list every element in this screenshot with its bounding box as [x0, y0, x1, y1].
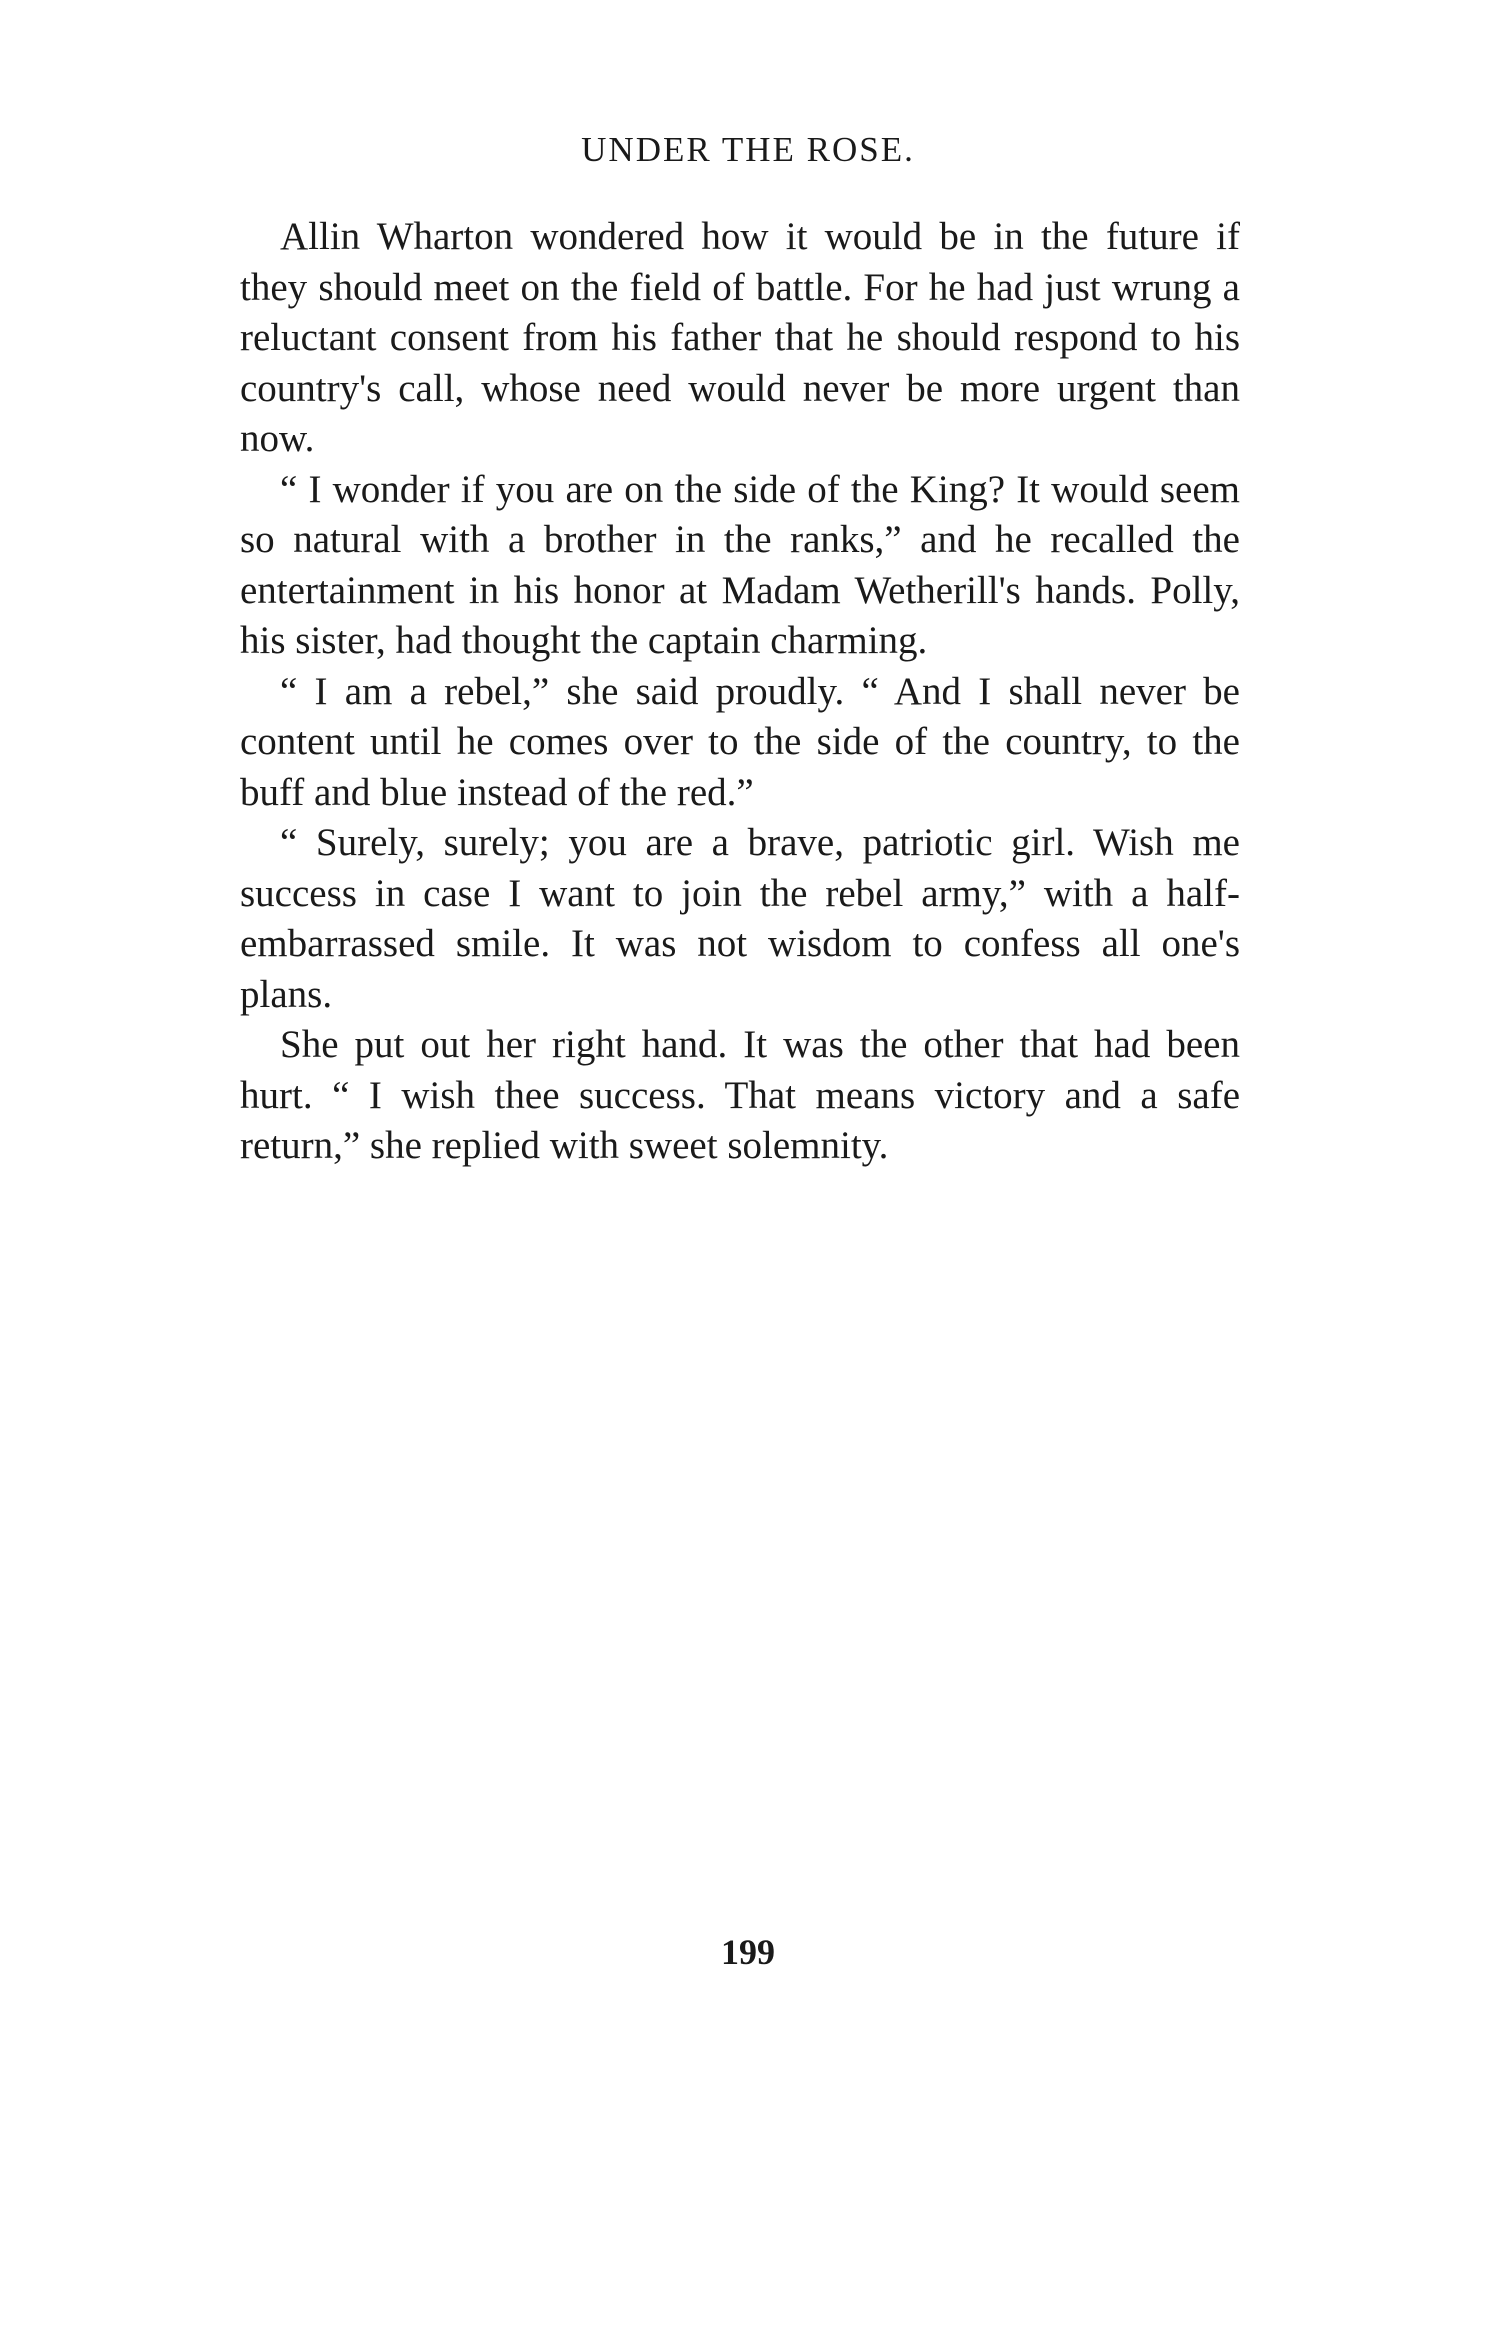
page-number: 199: [721, 1932, 775, 1972]
body-text: [240, 212, 1240, 1172]
paragraph: Allin Wharton wondered how it would be in the future if they should meet on the field of battle. For he had just wrung a reluctant consent from his father that he should respond to his country's call, whose need would never be more urgent than now.: [240, 215, 1240, 460]
running-head: UNDER THE ROSE.: [581, 130, 915, 169]
paragraph: “ I am a rebel,” she said proudly. “ And I shall never be content until he comes over to the side of the country, to the buff and blue instead of the red.”: [240, 669, 1240, 814]
paragraph: “ I wonder if you are on the side of the King? It would seem so natural with a brother in the ranks,” and he recalled the entertainment in his honor at Madam Wetherill's hands. Polly, his sister, had thought the captain charming.: [240, 467, 1240, 662]
paragraph: “ Surely, surely; you are a brave, patriotic girl. Wish me success in case I want to join the rebel army,” with a half-embarrassed smile. It was not wisdom to confess all one's plans.: [240, 821, 1240, 1016]
paragraph: She put out her right hand. It was the other that had been hurt. “ I wish thee success. That means victory and a safe return,” she replied with sweet solemnity.: [240, 1023, 1240, 1167]
